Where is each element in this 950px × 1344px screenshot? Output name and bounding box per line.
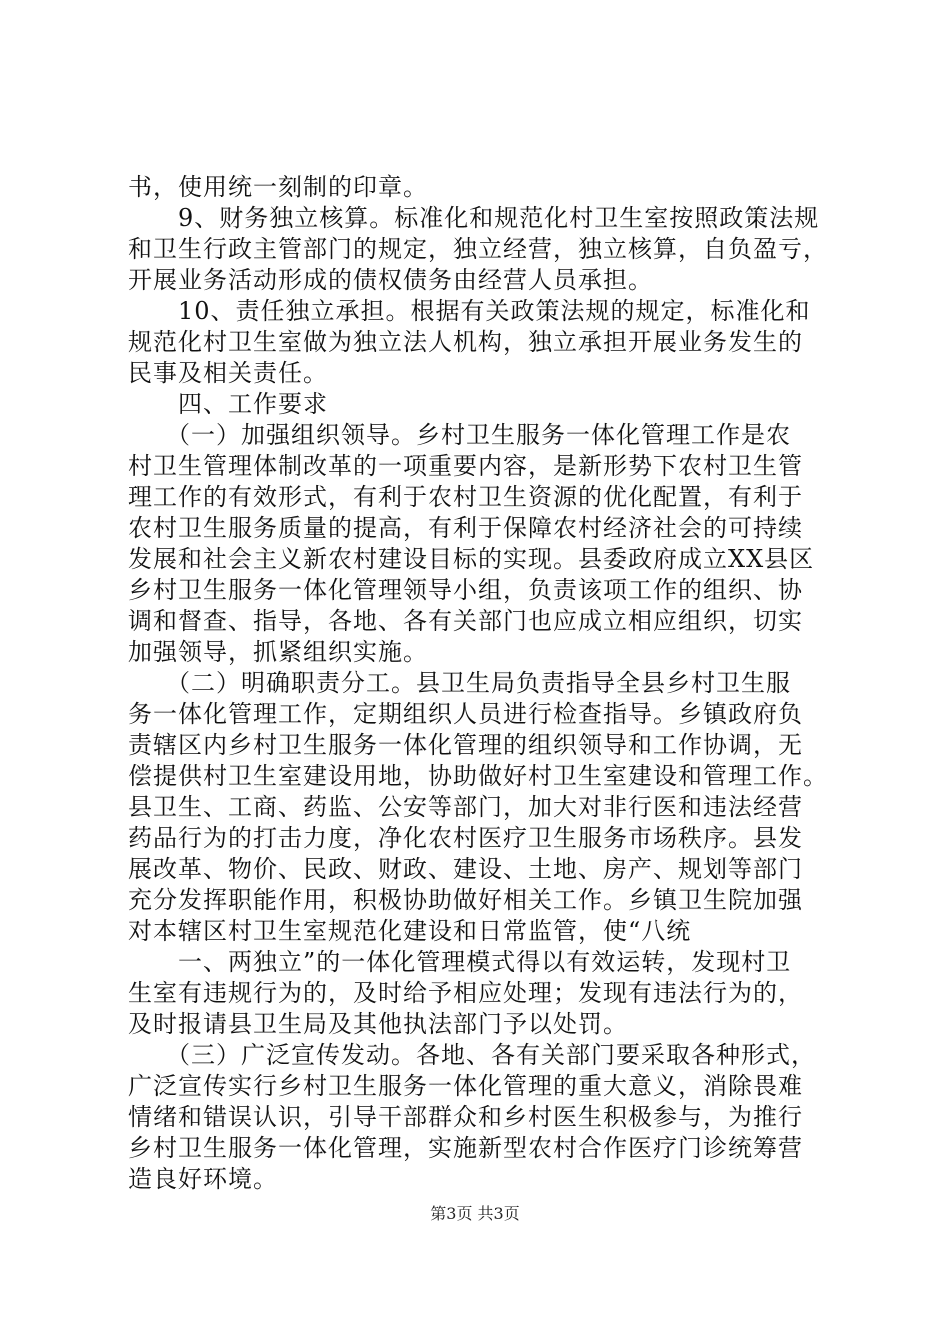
text-line: 广泛宣传实行乡村卫生服务一体化管理的重大意义，消除畏难 bbox=[128, 1072, 803, 1100]
section-heading: 四、工作要求 bbox=[128, 390, 328, 418]
text-line: 民事及相关责任。 bbox=[128, 359, 328, 387]
text-line: 县卫生、工商、药监、公安等部门，加大对非行医和违法经营 bbox=[128, 793, 803, 821]
text-line: （二）明确职责分工。县卫生局负责指导全县乡村卫生服 bbox=[128, 669, 791, 697]
text-line: 开展业务活动形成的债权债务由经营人员承担。 bbox=[128, 266, 653, 294]
text-line: 药品行为的打击力度，净化农村医疗卫生服务市场秩序。县发 bbox=[128, 824, 803, 852]
text-line: 情绪和错误认识，引导干部群众和乡村医生积极参与，为推行 bbox=[128, 1103, 803, 1131]
text-line: 生室有违规行为的，及时给予相应处理；发现有违法行为的， bbox=[128, 979, 803, 1007]
text-line: 规范化村卫生室做为独立法人机构，独立承担开展业务发生的 bbox=[128, 328, 803, 356]
page-number-footer: 第3页 共3页 bbox=[430, 1204, 520, 1223]
text-line: 及时报请县卫生局及其他执法部门予以处罚。 bbox=[128, 1010, 628, 1038]
text-line: 加强领导，抓紧组织实施。 bbox=[128, 638, 428, 666]
text-line: 一、两独立”的一体化管理模式得以有效运转，发现村卫 bbox=[128, 948, 792, 976]
text-line: 9、财务独立核算。标准化和规范化村卫生室按照政策法规 bbox=[128, 204, 820, 232]
text-line: 造良好环境。 bbox=[128, 1165, 278, 1193]
text-line: 务一体化管理工作，定期组织人员进行检查指导。乡镇政府负 bbox=[128, 700, 803, 728]
text-line: 责辖区内乡村卫生服务一体化管理的组织领导和工作协调，无 bbox=[128, 731, 803, 759]
text-line: 10、责任独立承担。根据有关政策法规的规定，标准化和 bbox=[128, 297, 811, 325]
text-line: 调和督查、指导，各地、各有关部门也应成立相应组织，切实 bbox=[128, 607, 803, 635]
text-line: 书，使用统一刻制的印章。 bbox=[128, 173, 428, 201]
text-line: 理工作的有效形式，有利于农村卫生资源的优化配置，有利于 bbox=[128, 483, 803, 511]
text-line: 对本辖区村卫生室规范化建设和日常监管，使“八统 bbox=[128, 917, 692, 945]
text-line: 和卫生行政主管部门的规定，独立经营，独立核算，自负盈亏， bbox=[128, 235, 828, 263]
text-line: 乡村卫生服务一体化管理领导小组，负责该项工作的组织、协 bbox=[128, 576, 803, 604]
text-line: 充分发挥职能作用，积极协助做好相关工作。乡镇卫生院加强 bbox=[128, 886, 803, 914]
text-line: （一）加强组织领导。乡村卫生服务一体化管理工作是农 bbox=[128, 421, 791, 449]
text-line: 展改革、物价、民政、财政、建设、土地、房产、规划等部门 bbox=[128, 855, 803, 883]
text-line: 农村卫生服务质量的提高，有利于保障农村经济社会的可持续 bbox=[128, 514, 803, 542]
text-line: （三）广泛宣传发动。各地、各有关部门要采取各种形式， bbox=[128, 1041, 816, 1069]
text-line: 村卫生管理体制改革的一项重要内容，是新形势下农村卫生管 bbox=[128, 452, 803, 480]
text-line: 偿提供村卫生室建设用地，协助做好村卫生室建设和管理工作。 bbox=[128, 762, 828, 790]
text-line: 乡村卫生服务一体化管理，实施新型农村合作医疗门诊统筹营 bbox=[128, 1134, 803, 1162]
text-line: 发展和社会主义新农村建设目标的实现。县委政府成立XX县区 bbox=[128, 545, 815, 573]
